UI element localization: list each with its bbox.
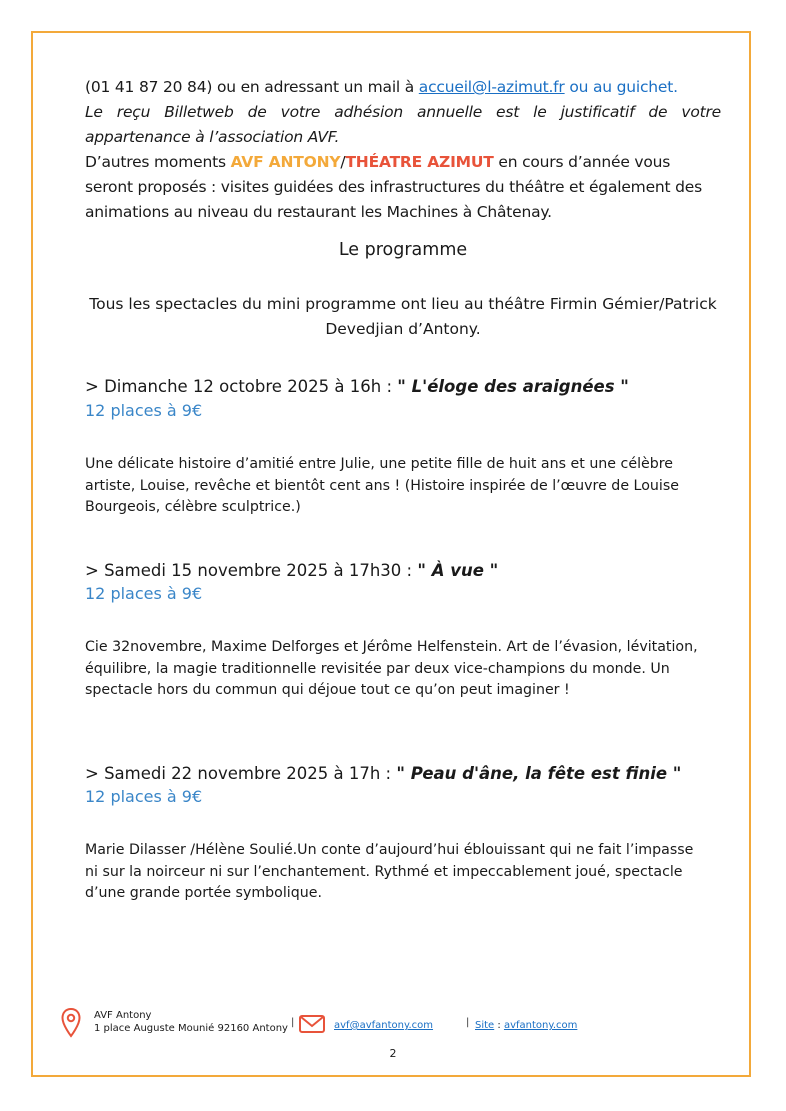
- event-description: Cie 32novembre, Maxime Delforges et Jérôme Helfenstein. Art de l’évasion, lévitation, équilibre, la magie traditionnelle revisitée par deux vice-champions du monde. Un spectacle hors du commun qui déjoue tout ce qu’on peut imaginer !: [85, 639, 698, 698]
- footer-site-link[interactable]: avfantony.com: [503, 1020, 578, 1031]
- event-date: > Samedi 15 novembre 2025 à 17h30 :: [85, 561, 418, 580]
- intro-block: [85, 75, 721, 225]
- event-price: 12 places à 9€: [85, 584, 203, 603]
- footer-site-colon: :: [494, 1020, 504, 1031]
- footer-email-link[interactable]: avf@avfantony.com: [334, 1020, 434, 1031]
- mail-icon: [299, 1015, 325, 1033]
- event-description: Marie Dilasser /Hélène Soulié.Un conte d’aujourd’hui éblouissant qui ne fait l’impasse ni sur la noirceur ni sur l’enchantement. Rythmé et impeccablement joué, spectacle d’une grande portée symbolique.: [85, 842, 694, 901]
- event-title: " À vue ": [417, 561, 499, 580]
- programme-title: Le programme: [338, 240, 468, 260]
- footer-separator: |: [291, 1017, 295, 1028]
- page-number: 2: [389, 1047, 397, 1060]
- intro-moments-suffix: en cours d’année vous seront proposés : visites guidées des infrastructures du théâtre et également des animations au niveau du restaurant les Machines à Châtenay.: [85, 153, 702, 221]
- footer-separator: |: [466, 1017, 470, 1028]
- intro-phone-text: (01 41 87 20 84) ou en adressant un mail à: [85, 78, 419, 96]
- location-pin-icon: [61, 1008, 81, 1038]
- intro-receipt-text: Le reçu Billetweb de votre adhésion annuelle est le justificatif de votre appartenance à l’association AVF.: [85, 103, 721, 146]
- event-heading: [85, 764, 725, 783]
- event-price: 12 places à 9€: [85, 401, 203, 420]
- footer-site: [475, 1020, 577, 1031]
- programme-subtitle: Tous les spectacles du mini programme ont lieu au théâtre Firmin Gémier/Patrick Devedjian d’Antony.: [89, 295, 717, 338]
- event-description: Une délicate histoire d’amitié entre Julie, une petite fille de huit ans et une célèbre artiste, Louise, revêche et bientôt cent ans ! (Histoire inspirée de l’œuvre de Louise Bourgeois, célèbre sculptrice.): [85, 456, 679, 515]
- event-date: > Samedi 22 novembre 2025 à 17h :: [85, 764, 397, 783]
- footer: [61, 1006, 721, 1046]
- event-title: " Peau d'âne, la fête est finie ": [396, 764, 682, 783]
- event-heading: [85, 377, 725, 396]
- brand-theatre-azimut: THÉATRE AZIMUT: [345, 153, 494, 171]
- accueil-email-link[interactable]: accueil@l-azimut.fr: [418, 78, 565, 96]
- event-price: 12 places à 9€: [85, 787, 203, 806]
- event-heading: [85, 561, 725, 580]
- event-title: " L'éloge des araignées ": [397, 377, 629, 396]
- intro-moments-prefix: D’autres moments: [85, 153, 231, 171]
- footer-site-label[interactable]: Site: [475, 1020, 495, 1031]
- event-date: > Dimanche 12 octobre 2025 à 16h :: [85, 377, 398, 396]
- intro-guichet-text: ou au guichet.: [564, 78, 678, 96]
- footer-address: 1 place Auguste Mounié 92160 Antony: [94, 1023, 288, 1034]
- brand-slash: /: [340, 153, 346, 171]
- footer-address-block: [94, 1009, 288, 1035]
- brand-avf-antony: AVF ANTONY: [230, 153, 341, 171]
- footer-org-name: AVF Antony: [94, 1010, 152, 1021]
